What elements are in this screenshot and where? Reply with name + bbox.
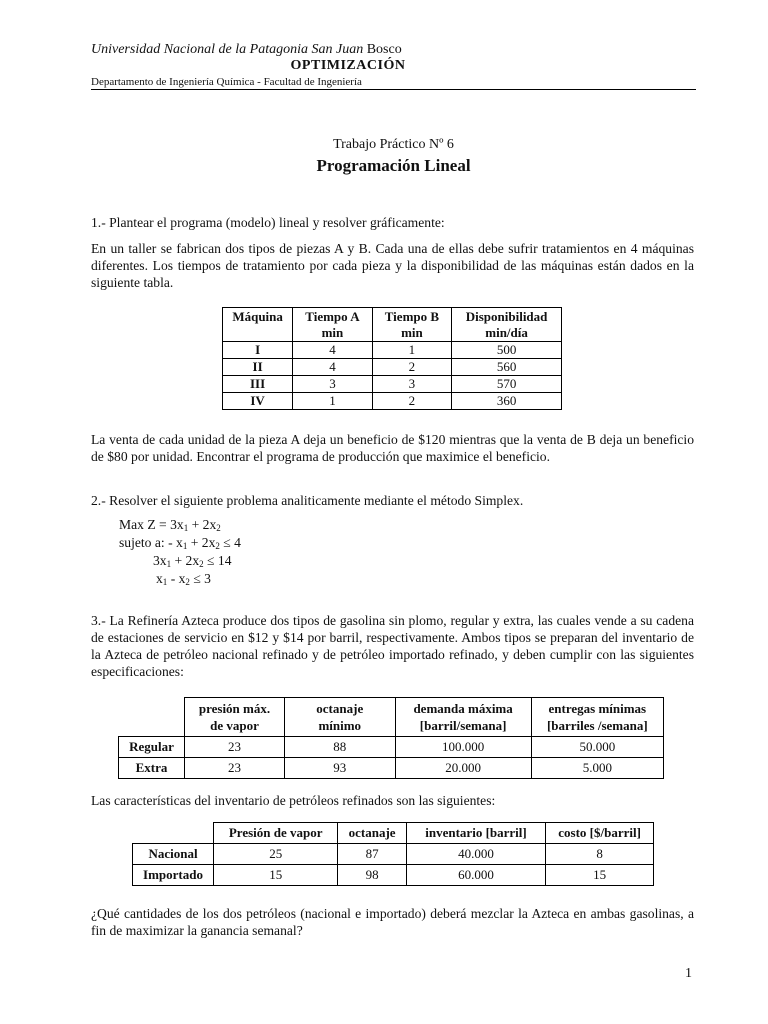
table-header-row [223,308,562,326]
table-cell: 2 [372,393,451,410]
table-cell: 60.000 [406,865,545,886]
exercise-3-question: ¿Qué cantidades de los dos petróleos (nacional e importado) deberá mezclar la Azteca en ambas gasolinas, a fin de maximizar la ganancia semanal? [91,906,694,938]
table-cell: 23 [185,737,285,758]
column-header [284,698,395,737]
column-header: Tiempo A [293,308,372,326]
table-row [133,844,654,865]
exercise-3-intro: 3.- La Refinería Azteca produce dos tipos de gasolina sin plomo, regular y extra, las cuales vende a su cadena de estaciones de servicio en $12 y $14 por barril, respectivamente. Ambos tipos se preparan del inventario de la Azteca de petróleo nacional refinado y de petróleo importado refinado, y deben cumplir con las siguientes especificaciones: [91,613,694,679]
table-cell: 25 [214,844,338,865]
column-header-line: presión máx. [198,701,271,716]
table-cell: 4 [293,342,372,359]
column-header [531,698,663,737]
column-header: octanaje [338,823,407,844]
table-cell: 500 [452,342,562,359]
column-header: Tiempo B [372,308,451,326]
column-header-line: [barriles /semana] [546,718,648,733]
column-header: costo [$/barril] [546,823,654,844]
table-cell: 50.000 [531,737,663,758]
table-row [223,359,562,376]
row-header: III [223,376,293,393]
constraint-1: sujeto a: - $x_1 + 2x_2 \le 4$ [119,535,241,551]
document-subtitle: Programación Lineal [316,156,471,175]
inventory-intro: Las características del inventario de petróleos refinados son las siguientes: [91,793,496,808]
header-divider [91,89,696,90]
table-cell: 3 [372,376,451,393]
table-cell: 5.000 [531,758,663,779]
row-header: I [223,342,293,359]
table-cell: 100.000 [395,737,531,758]
table-cell: 2 [372,359,451,376]
table-cell: 570 [452,376,562,393]
table-cell: 560 [452,359,562,376]
column-unit: min [293,325,372,342]
table-cell: 4 [293,359,372,376]
constraint-2: $3x_1 + 2x_2 \le 14$ [153,553,232,569]
row-header: II [223,359,293,376]
table-corner-blank [133,823,214,844]
university-name [91,42,402,58]
row-header: IV [223,393,293,410]
column-header: Disponibilidad [452,308,562,326]
column-header-line: [barril/semana] [419,718,507,733]
column-header-line: demanda máxima [413,701,513,716]
exercise-1-intro: En un taller se fabrican dos tipos de piezas A y B. Cada una de ellas debe sufrir tratamientos en 4 máquinas diferentes. Los tiempos de tratamiento por cada pieza y la disponibilidad de las máquinas están dados en la siguiente tabla. [91,241,694,290]
page-number: 1 [685,966,692,981]
table-cell: 15 [546,865,654,886]
university-name-tail: Bosco [363,42,402,57]
practical-work-title: Trabajo Práctico Nº 6 [333,137,454,152]
inventory-table [132,822,654,886]
table-cell: 360 [452,393,562,410]
table-header-row [133,823,654,844]
subject-title: OPTIMIZACIÓN [290,58,406,73]
row-header: Regular [119,737,185,758]
table-row [223,376,562,393]
table-units-row [223,325,562,342]
table-row [223,342,562,359]
table-corner-blank [119,698,185,737]
column-header [395,698,531,737]
department-name: Departamento de Ingeniería Química - Facultad de Ingeniería [91,76,362,88]
table-cell: 15 [214,865,338,886]
table-cell: 1 [293,393,372,410]
table-cell: 3 [293,376,372,393]
exercise-1-closing: La venta de cada unidad de la pieza A deja un beneficio de $120 mientras que la venta de B deja un beneficio de $80 por unidad. Encontrar el programa de producción que maximice el beneficio. [91,432,694,464]
constraint-3: $x_1 - x_2 \le 3$ [156,571,211,587]
table-row [133,865,654,886]
machines-table [222,307,562,410]
table-cell: 88 [284,737,395,758]
column-header [185,698,285,737]
table-cell: 1 [372,342,451,359]
row-header: Nacional [133,844,214,865]
column-header: inventario [barril] [406,823,545,844]
column-unit [223,325,293,342]
gasoline-specs-table [118,697,664,779]
column-header-line: octanaje [316,701,364,716]
column-header: Máquina [223,308,293,326]
table-row [119,737,664,758]
column-header-line: mínimo [318,718,362,733]
column-unit: min/día [452,325,562,342]
table-cell: 20.000 [395,758,531,779]
exercise-1-heading: 1.- Plantear el programa (modelo) lineal y resolver gráficamente: [91,215,445,230]
row-header: Importado [133,865,214,886]
table-cell: 93 [284,758,395,779]
column-unit: min [372,325,451,342]
column-header: Presión de vapor [214,823,338,844]
row-header: Extra [119,758,185,779]
table-cell: 98 [338,865,407,886]
table-cell: 8 [546,844,654,865]
table-cell: 23 [185,758,285,779]
table-cell: 40.000 [406,844,545,865]
table-cell: 87 [338,844,407,865]
column-header-line: de vapor [210,718,259,733]
column-header-line: entregas mínimas [548,701,647,716]
table-row [223,393,562,410]
exercise-2-heading: 2.- Resolver el siguiente problema analiticamente mediante el método Simplex. [91,493,524,508]
objective-function: Max $Z = 3x_1 + 2x_2$ [119,517,221,533]
table-row [119,758,664,779]
university-name-italic: Universidad Nacional de la Patagonia San Juan [91,42,364,57]
table-header-row [119,698,664,737]
